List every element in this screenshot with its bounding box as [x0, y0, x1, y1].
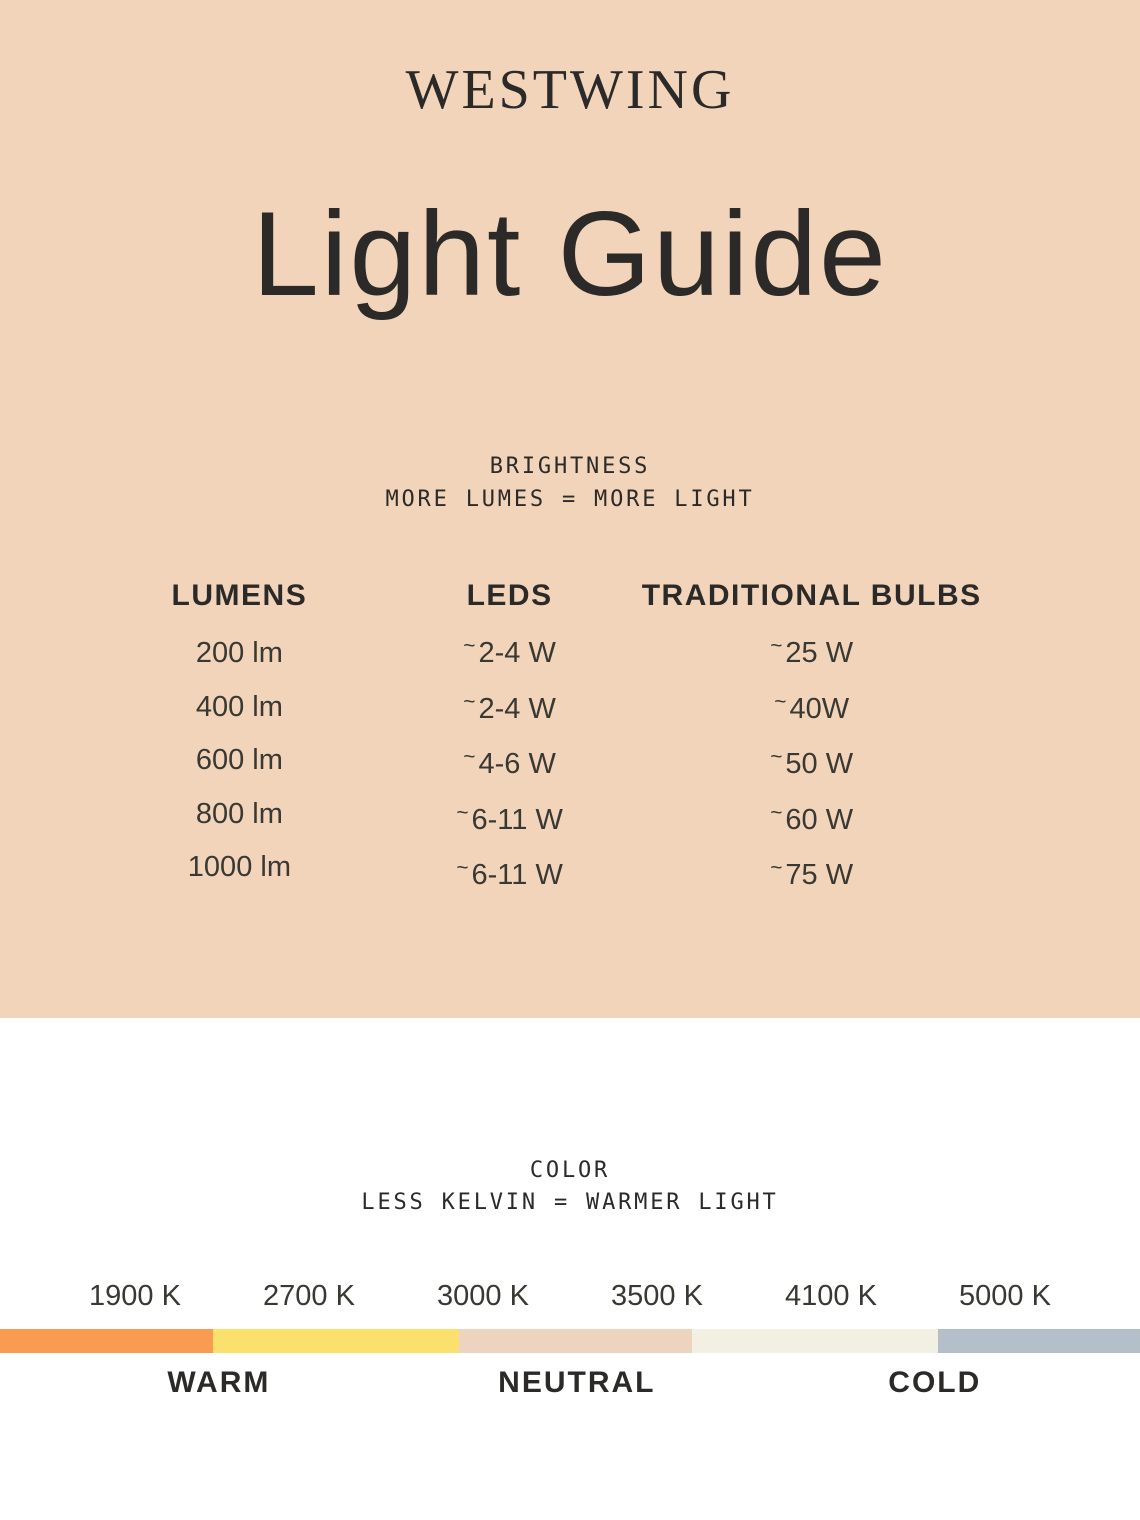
color-bar-segment-warm-yellow [213, 1329, 459, 1353]
bulb-values [642, 627, 982, 905]
approx-tilde: ~ [770, 801, 783, 825]
kelvin-tick-label: 3500 K [611, 1280, 703, 1312]
kelvin-tick-label: 3000 K [437, 1280, 529, 1312]
traditional-bulbs-column [642, 578, 982, 905]
led-watts-value: ~ 2-4 W [456, 683, 563, 739]
column-header-lumens: LUMENS [171, 579, 308, 612]
approx-tilde: ~ [463, 745, 476, 769]
bulb-watts-value: ~ 75 W [642, 849, 982, 905]
approx-tilde: ~ [770, 634, 783, 658]
color-subheading: LESS KELVIN = WARMER LIGHT [361, 1190, 779, 1215]
color-bar-segment-neutral-peach [459, 1329, 692, 1353]
approx-tilde: ~ [770, 856, 783, 880]
approx-tilde: ~ [463, 690, 476, 714]
column-header-traditional-bulbs: TRADITIONAL BULBS [641, 579, 982, 612]
color-bar-segment-neutral-cream [692, 1329, 938, 1353]
kelvin-tick-label: 1900 K [89, 1280, 181, 1312]
zone-label-warm: WARM [167, 1366, 271, 1399]
column-header-leds: LEDS [466, 579, 553, 612]
lumens-value: 800 lm [195, 797, 283, 830]
approx-tilde: ~ [774, 690, 787, 714]
brightness-subheading: MORE LUMES = MORE LIGHT [385, 487, 755, 512]
zone-label-cold: COLD [888, 1366, 982, 1399]
led-watts-value: ~ 6-11 W [456, 849, 563, 905]
bulb-watts-value: ~ 40W [642, 683, 982, 739]
bulb-watts-value: ~ 50 W [642, 738, 982, 794]
kelvin-tick-label: 5000 K [959, 1280, 1051, 1312]
kelvin-tick-label: 4100 K [785, 1280, 877, 1312]
led-watts-value: ~ 6-11 W [456, 794, 563, 850]
page-title: Light Guide [252, 187, 888, 321]
led-watts-value: ~ 4-6 W [456, 738, 563, 794]
color-section [0, 1018, 1140, 1520]
kelvin-tick-label: 2700 K [263, 1280, 355, 1312]
color-heading: COLOR [529, 1158, 611, 1183]
lumens-value: 400 lm [195, 690, 283, 723]
kelvin-scale-labels [48, 1280, 1092, 1312]
lumens-value: 600 lm [195, 744, 283, 776]
approx-tilde: ~ [456, 856, 469, 880]
approx-tilde: ~ [770, 745, 783, 769]
approx-tilde: ~ [463, 634, 476, 658]
color-bar-segment-warm-orange [0, 1329, 213, 1353]
lumens-values [172, 627, 308, 895]
led-watts-value: ~ 2-4 W [456, 627, 563, 683]
led-values [456, 627, 563, 905]
lumens-value: 1000 lm [187, 851, 291, 883]
brightness-heading: BRIGHTNESS [489, 454, 651, 479]
bulb-watts-value: ~ 25 W [642, 627, 982, 683]
brand-logo: WESTWING [405, 59, 735, 121]
approx-tilde: ~ [456, 801, 469, 825]
color-temperature-bar [0, 1329, 1140, 1353]
lumens-value: 200 lm [195, 637, 283, 669]
lumens-column [172, 578, 308, 895]
bulb-watts-value: ~ 60 W [642, 794, 982, 850]
color-bar-segment-cold-blue-gray [938, 1329, 1140, 1353]
leds-column [456, 578, 563, 905]
zone-label-neutral: NEUTRAL [498, 1366, 656, 1399]
